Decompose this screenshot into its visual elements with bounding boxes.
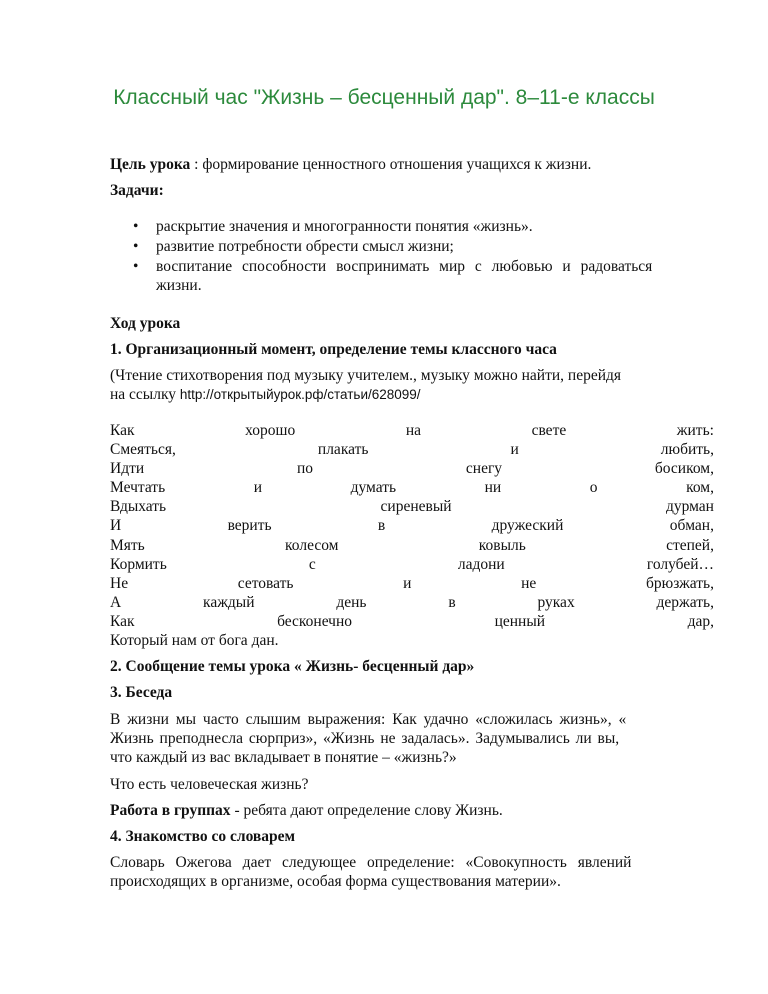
bullet-icon: • xyxy=(133,258,139,275)
poem-word: с xyxy=(308,556,316,573)
task-item: раскрытие значения и многогранности понятия «жизнь». xyxy=(156,218,533,235)
poem-word: бесконечно xyxy=(277,613,353,630)
group-work-label: Работа в группах xyxy=(110,802,231,819)
poem-line xyxy=(110,459,714,478)
poem-word: не xyxy=(521,575,537,592)
section-3-paragraph-line xyxy=(110,729,714,748)
poem-word: в xyxy=(377,517,386,534)
poem-word: брюзжать, xyxy=(646,575,714,592)
lesson-goal xyxy=(110,155,714,174)
goal-text: : формирование ценностного отношения учащихся к жизни. xyxy=(190,156,592,173)
poem-word: хорошо xyxy=(245,422,296,439)
poem-word: держать, xyxy=(656,594,714,611)
section-4-heading-label: 4. Знакомство со словарем xyxy=(110,828,296,845)
poem-word: Смеяться, xyxy=(110,441,176,458)
section-2-heading xyxy=(110,657,714,676)
group-work xyxy=(110,801,714,820)
poem-line xyxy=(110,593,714,612)
poem-line xyxy=(110,555,714,574)
poem-word: обман, xyxy=(669,517,714,534)
music-link[interactable]: http://открытыйурок.рф/статьи/628099/ xyxy=(179,387,421,402)
poem-word: Мечтать xyxy=(110,479,166,496)
question-text: Что есть человеческая жизнь? xyxy=(110,776,309,793)
poem-line-last: Который нам от бога дан. xyxy=(110,632,279,649)
poem-word: верить xyxy=(227,517,272,534)
poem-word: степей, xyxy=(666,537,714,554)
task-item xyxy=(156,257,714,276)
section-3-paragraph-line xyxy=(110,710,714,729)
poem-word: сетовать xyxy=(237,575,294,592)
course-heading xyxy=(110,314,714,333)
poem-word: колесом xyxy=(285,537,339,554)
section-3-heading-label: 3. Беседа xyxy=(110,684,173,701)
section-1-heading xyxy=(110,340,714,359)
poem-word: каждый xyxy=(203,594,255,611)
section-3-heading xyxy=(110,683,714,702)
poem-word: по xyxy=(297,460,314,477)
bullet-icon: • xyxy=(133,238,139,255)
poem-word: дружеский xyxy=(491,517,564,534)
poem-word: ком, xyxy=(686,479,714,496)
poem-word: босиком, xyxy=(654,460,714,477)
poem-word: сиреневый xyxy=(380,498,452,515)
section-1-heading-label: 1. Организационный момент, определение темы классного часа xyxy=(110,341,557,358)
poem-word: Кормить xyxy=(110,556,167,573)
poem-word: свете xyxy=(531,422,567,439)
section-4-heading xyxy=(110,827,714,846)
poem-word: Идти xyxy=(110,460,145,477)
poem-word: день xyxy=(336,594,367,611)
poem-line xyxy=(110,478,714,497)
poem-word: ни xyxy=(484,479,502,496)
tasks-heading-label: Задачи: xyxy=(110,182,164,199)
poem-word: ковыль xyxy=(478,537,526,554)
poem-word: и xyxy=(510,441,519,458)
poem-line xyxy=(110,440,714,459)
poem-word: А xyxy=(110,594,122,611)
poem-word: Мять xyxy=(110,537,145,554)
poem-word: дар, xyxy=(687,613,714,630)
poem-word: руках xyxy=(537,594,575,611)
section-4-paragraph-line xyxy=(110,853,714,872)
poem-word: плакать xyxy=(317,441,369,458)
intro-text: на ссылку xyxy=(110,386,180,403)
paragraph-text: Словарь Ожегова дает следующее определение: «Совокупность явлений xyxy=(110,854,632,871)
poem-word: жить: xyxy=(676,422,714,439)
poem-word: любить, xyxy=(660,441,714,458)
goal-label: Цель урока xyxy=(110,156,191,173)
poem-word: думать xyxy=(350,479,397,496)
poem-word: и xyxy=(403,575,412,592)
poem-line xyxy=(110,421,714,440)
section-3-paragraph-last: что каждый из вас вкладывает в понятие – «жизнь?» xyxy=(110,749,457,766)
poem-word: и xyxy=(253,479,263,496)
paragraph-text: Жизнь преподнесла сюрприз», «Жизнь не задалась». Задумывались ли вы, xyxy=(110,730,620,747)
task-item: развитие потребности обрести смысл жизни; xyxy=(156,238,454,255)
course-heading-label: Ход урока xyxy=(110,315,181,332)
bullet-icon: • xyxy=(133,218,139,235)
section-2-heading-label: 2. Сообщение темы урока « Жизнь- бесценный дар» xyxy=(110,658,475,675)
section-4-paragraph-last: происходящих в организме, особая форма существования материи». xyxy=(110,873,561,890)
task-item-continuation: жизни. xyxy=(156,277,202,294)
poem-line xyxy=(110,612,714,631)
poem-word: Как xyxy=(110,422,135,439)
poem-word: снегу xyxy=(465,460,503,477)
poem-line xyxy=(110,516,714,535)
group-work-text: - ребята дают определение слову Жизнь. xyxy=(230,802,503,819)
task-item-text: воспитание способности воспринимать мир с любовью и радоваться xyxy=(156,258,653,275)
poem-word: Как xyxy=(110,613,135,630)
tasks-heading xyxy=(110,181,714,200)
poem-word: о xyxy=(589,479,598,496)
poem-word: Вдыхать xyxy=(110,498,167,515)
poem-word: ценный xyxy=(494,613,546,630)
poem-word: голубей… xyxy=(646,556,714,573)
section-1-intro-line-2 xyxy=(110,385,714,404)
section-1-intro-line-1: (Чтение стихотворения под музыку учителем., музыку можно найти, перейдя xyxy=(110,367,622,384)
document-title: Классный час "Жизнь – бесценный дар". 8–11-е классы xyxy=(113,86,655,109)
poem-line xyxy=(110,497,714,516)
poem-word: Не xyxy=(110,575,129,592)
paragraph-text: В жизни мы часто слышим выражения: Как удачно «сложилась жизнь», « xyxy=(110,711,627,728)
poem-word: ладони xyxy=(457,556,505,573)
poem-word: в xyxy=(448,594,456,611)
poem-line xyxy=(110,536,714,555)
poem-word: на xyxy=(405,422,421,439)
poem-word: дурман xyxy=(665,498,714,515)
poem-line xyxy=(110,574,714,593)
poem-word: И xyxy=(110,517,122,534)
